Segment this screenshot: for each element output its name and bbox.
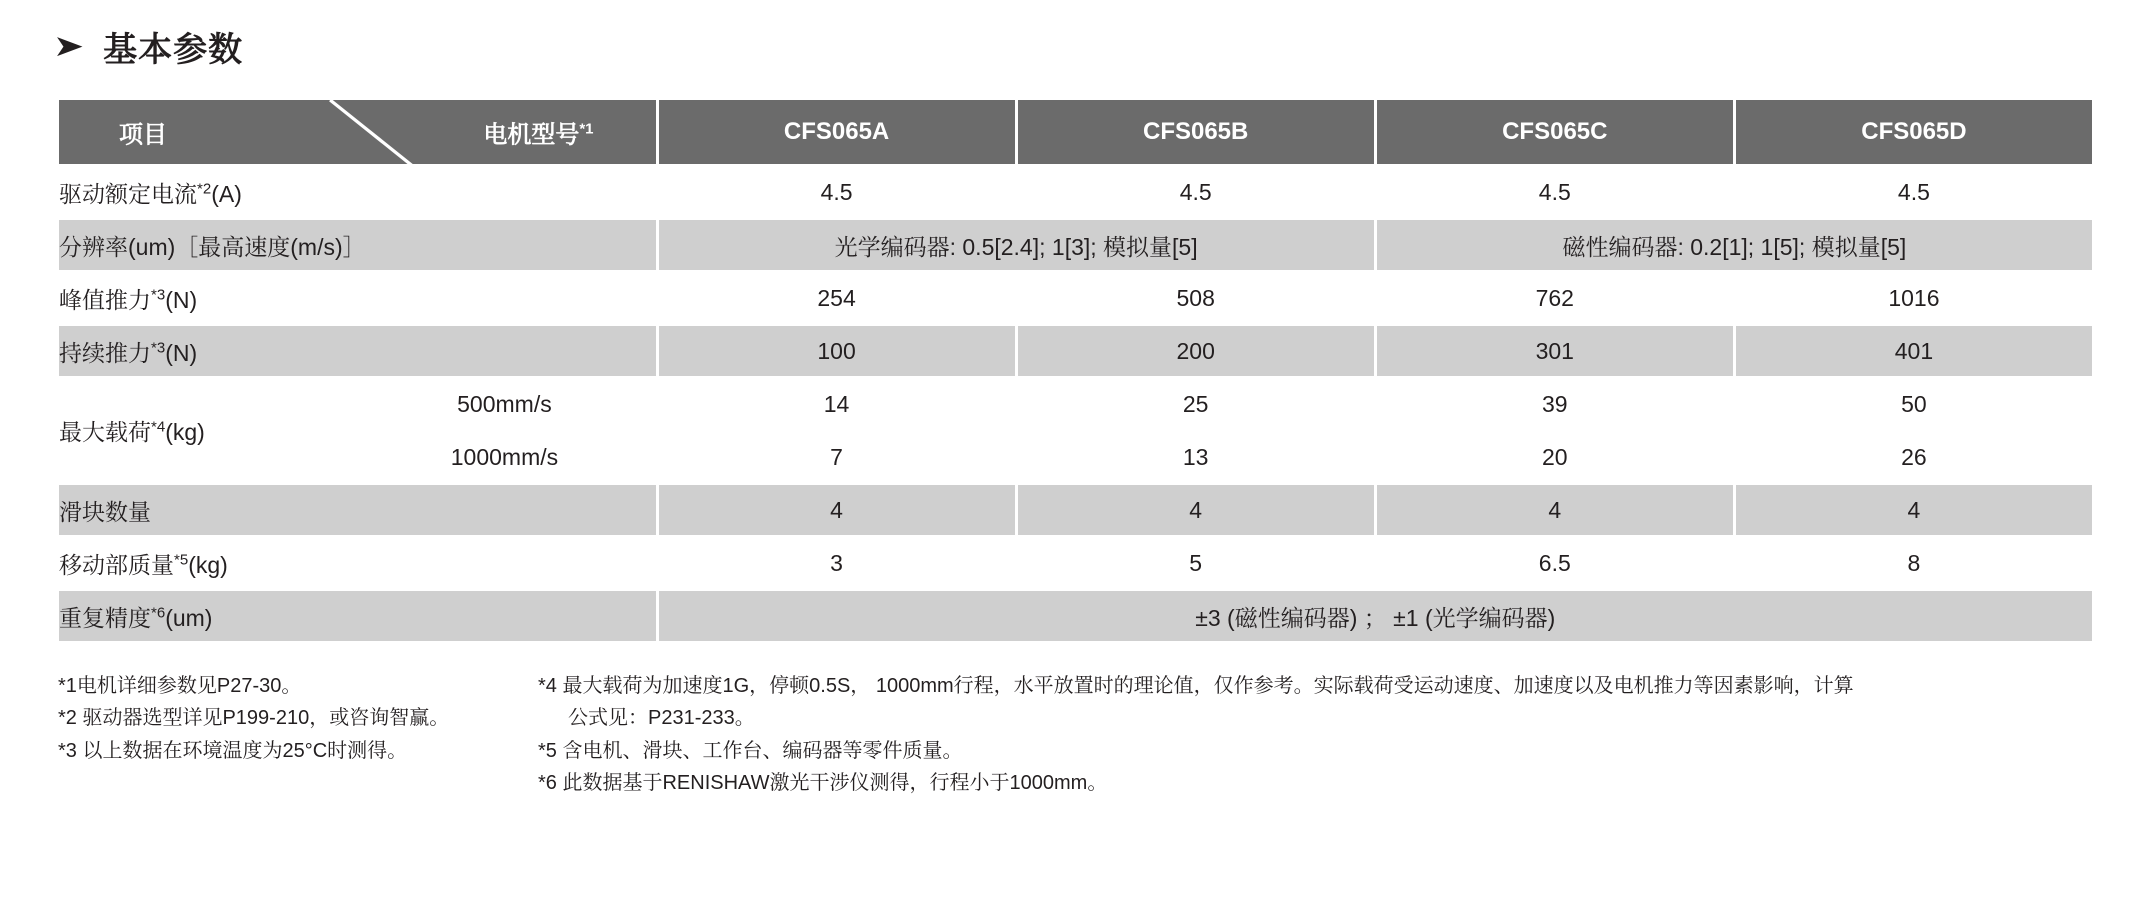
page-title: 基本参数: [103, 31, 244, 69]
cell-value: 1016: [1736, 273, 2092, 323]
cell-value: 8: [1736, 538, 2092, 588]
section-heading: [52, 0, 2095, 71]
cell-value-span: 光学编码器: 0.5[2.4]; 1[3]; 模拟量[5]: [659, 220, 1374, 270]
sub-row-label-1000: 1000mm/s: [353, 432, 655, 482]
cell-value: 401: [1736, 326, 2092, 376]
table-row: [59, 273, 2092, 323]
cell-value: 25: [1018, 379, 1374, 429]
footnotes-left-column: [56, 670, 538, 800]
cell-value: 14: [659, 379, 1015, 429]
footnote-2: *2 驱动器选型详见P199-210，或咨询智赢。: [58, 707, 450, 730]
footnote-4-cont: 公式见：P231-233。: [568, 707, 755, 730]
cell-value: 20: [1377, 432, 1733, 482]
footnotes-right-column: [538, 670, 2095, 800]
cell-value: 39: [1377, 379, 1733, 429]
cell-value: 254: [659, 273, 1015, 323]
cell-value: 4: [659, 485, 1015, 535]
row-label-slider-count: 滑块数量: [59, 485, 656, 535]
footnote-3: *3 以上数据在环境温度为25°C时测得。: [58, 739, 408, 762]
footnote-1: *1电机详细参数见P27-30。: [58, 675, 302, 697]
sub-row-label-500: 500mm/s: [353, 379, 655, 429]
cell-value: 4: [1018, 485, 1374, 535]
cell-value: 6.5: [1377, 538, 1733, 588]
table-row: [59, 432, 2092, 482]
row-label-peak-force: 峰值推力$^{*3}$(N): [59, 273, 656, 323]
row-label-moving-mass: 移动部质量$^{*5}$(kg): [59, 538, 656, 588]
cell-value: 7: [659, 432, 1015, 482]
cell-value: 301: [1377, 326, 1733, 376]
cell-value: 5: [1018, 538, 1374, 588]
footnote-6: *6 此数据基于RENISHAW激光干涉仪测得，行程小于1000mm。: [538, 772, 1108, 795]
row-label-drive-current: 驱动额定电流$^{*2}$(A): [59, 167, 656, 217]
cell-value: 4.5: [1018, 167, 1374, 217]
footnote-5: *5 含电机、滑块、工作台、编码器等零件质量。: [538, 739, 963, 762]
row-label-resolution: 分辨率(um)［最高速度(m/s)］: [59, 220, 656, 270]
table-row: [59, 591, 2092, 641]
cell-value: 4: [1377, 485, 1733, 535]
table-header-row: [59, 100, 2092, 164]
cell-value: 26: [1736, 432, 2092, 482]
header-model-label: 电机型号$^{*1}$: [483, 120, 594, 149]
cell-value-span: 磁性编码器: 0.2[1]; 1[5]; 模拟量[5]: [1377, 220, 2092, 270]
triangle-right-icon: ➤: [52, 29, 85, 63]
footnotes: [56, 670, 2095, 800]
cell-value: 762: [1377, 273, 1733, 323]
header-col-4: CFS065D: [1736, 100, 2092, 164]
row-label-repeatability: 重复精度$^{*6}$(um): [59, 591, 656, 641]
cell-value: 4.5: [1377, 167, 1733, 217]
table-row: [59, 220, 2092, 270]
cell-value: 3: [659, 538, 1015, 588]
table-row: [59, 485, 2092, 535]
header-col-3: CFS065C: [1377, 100, 1733, 164]
cell-value: 100: [659, 326, 1015, 376]
cell-value: 4.5: [1736, 167, 2092, 217]
header-corner-cell: [59, 100, 656, 164]
spec-table-wrap: [56, 97, 2095, 644]
cell-value: 4: [1736, 485, 2092, 535]
table-row: [59, 379, 2092, 429]
table-row: [59, 167, 2092, 217]
cell-value: 200: [1018, 326, 1374, 376]
header-col-1: CFS065A: [659, 100, 1015, 164]
header-col-2: CFS065B: [1018, 100, 1374, 164]
cell-value-span: ±3 (磁性编码器) ； ±1 (光学编码器): [659, 591, 2092, 641]
cell-value: 13: [1018, 432, 1374, 482]
row-label-max-load: 最大载荷$^{*4}$(kg): [59, 379, 350, 482]
cell-value: 508: [1018, 273, 1374, 323]
table-row: [59, 326, 2092, 376]
cell-value: 50: [1736, 379, 2092, 429]
table-row: [59, 538, 2092, 588]
row-label-continuous-force: 持续推力$^{*3}$(N): [59, 326, 656, 376]
spec-table: [56, 97, 2095, 644]
cell-value: 4.5: [659, 167, 1015, 217]
header-item-label: 项目: [119, 121, 167, 149]
footnote-4: *4 最大载荷为加速度1G，停顿0.5S， 1000mm行程，水平放置时的理论值，仅作参考。实际载荷受运动速度、加速度以及电机推力等因素影响，计算: [538, 675, 1854, 697]
